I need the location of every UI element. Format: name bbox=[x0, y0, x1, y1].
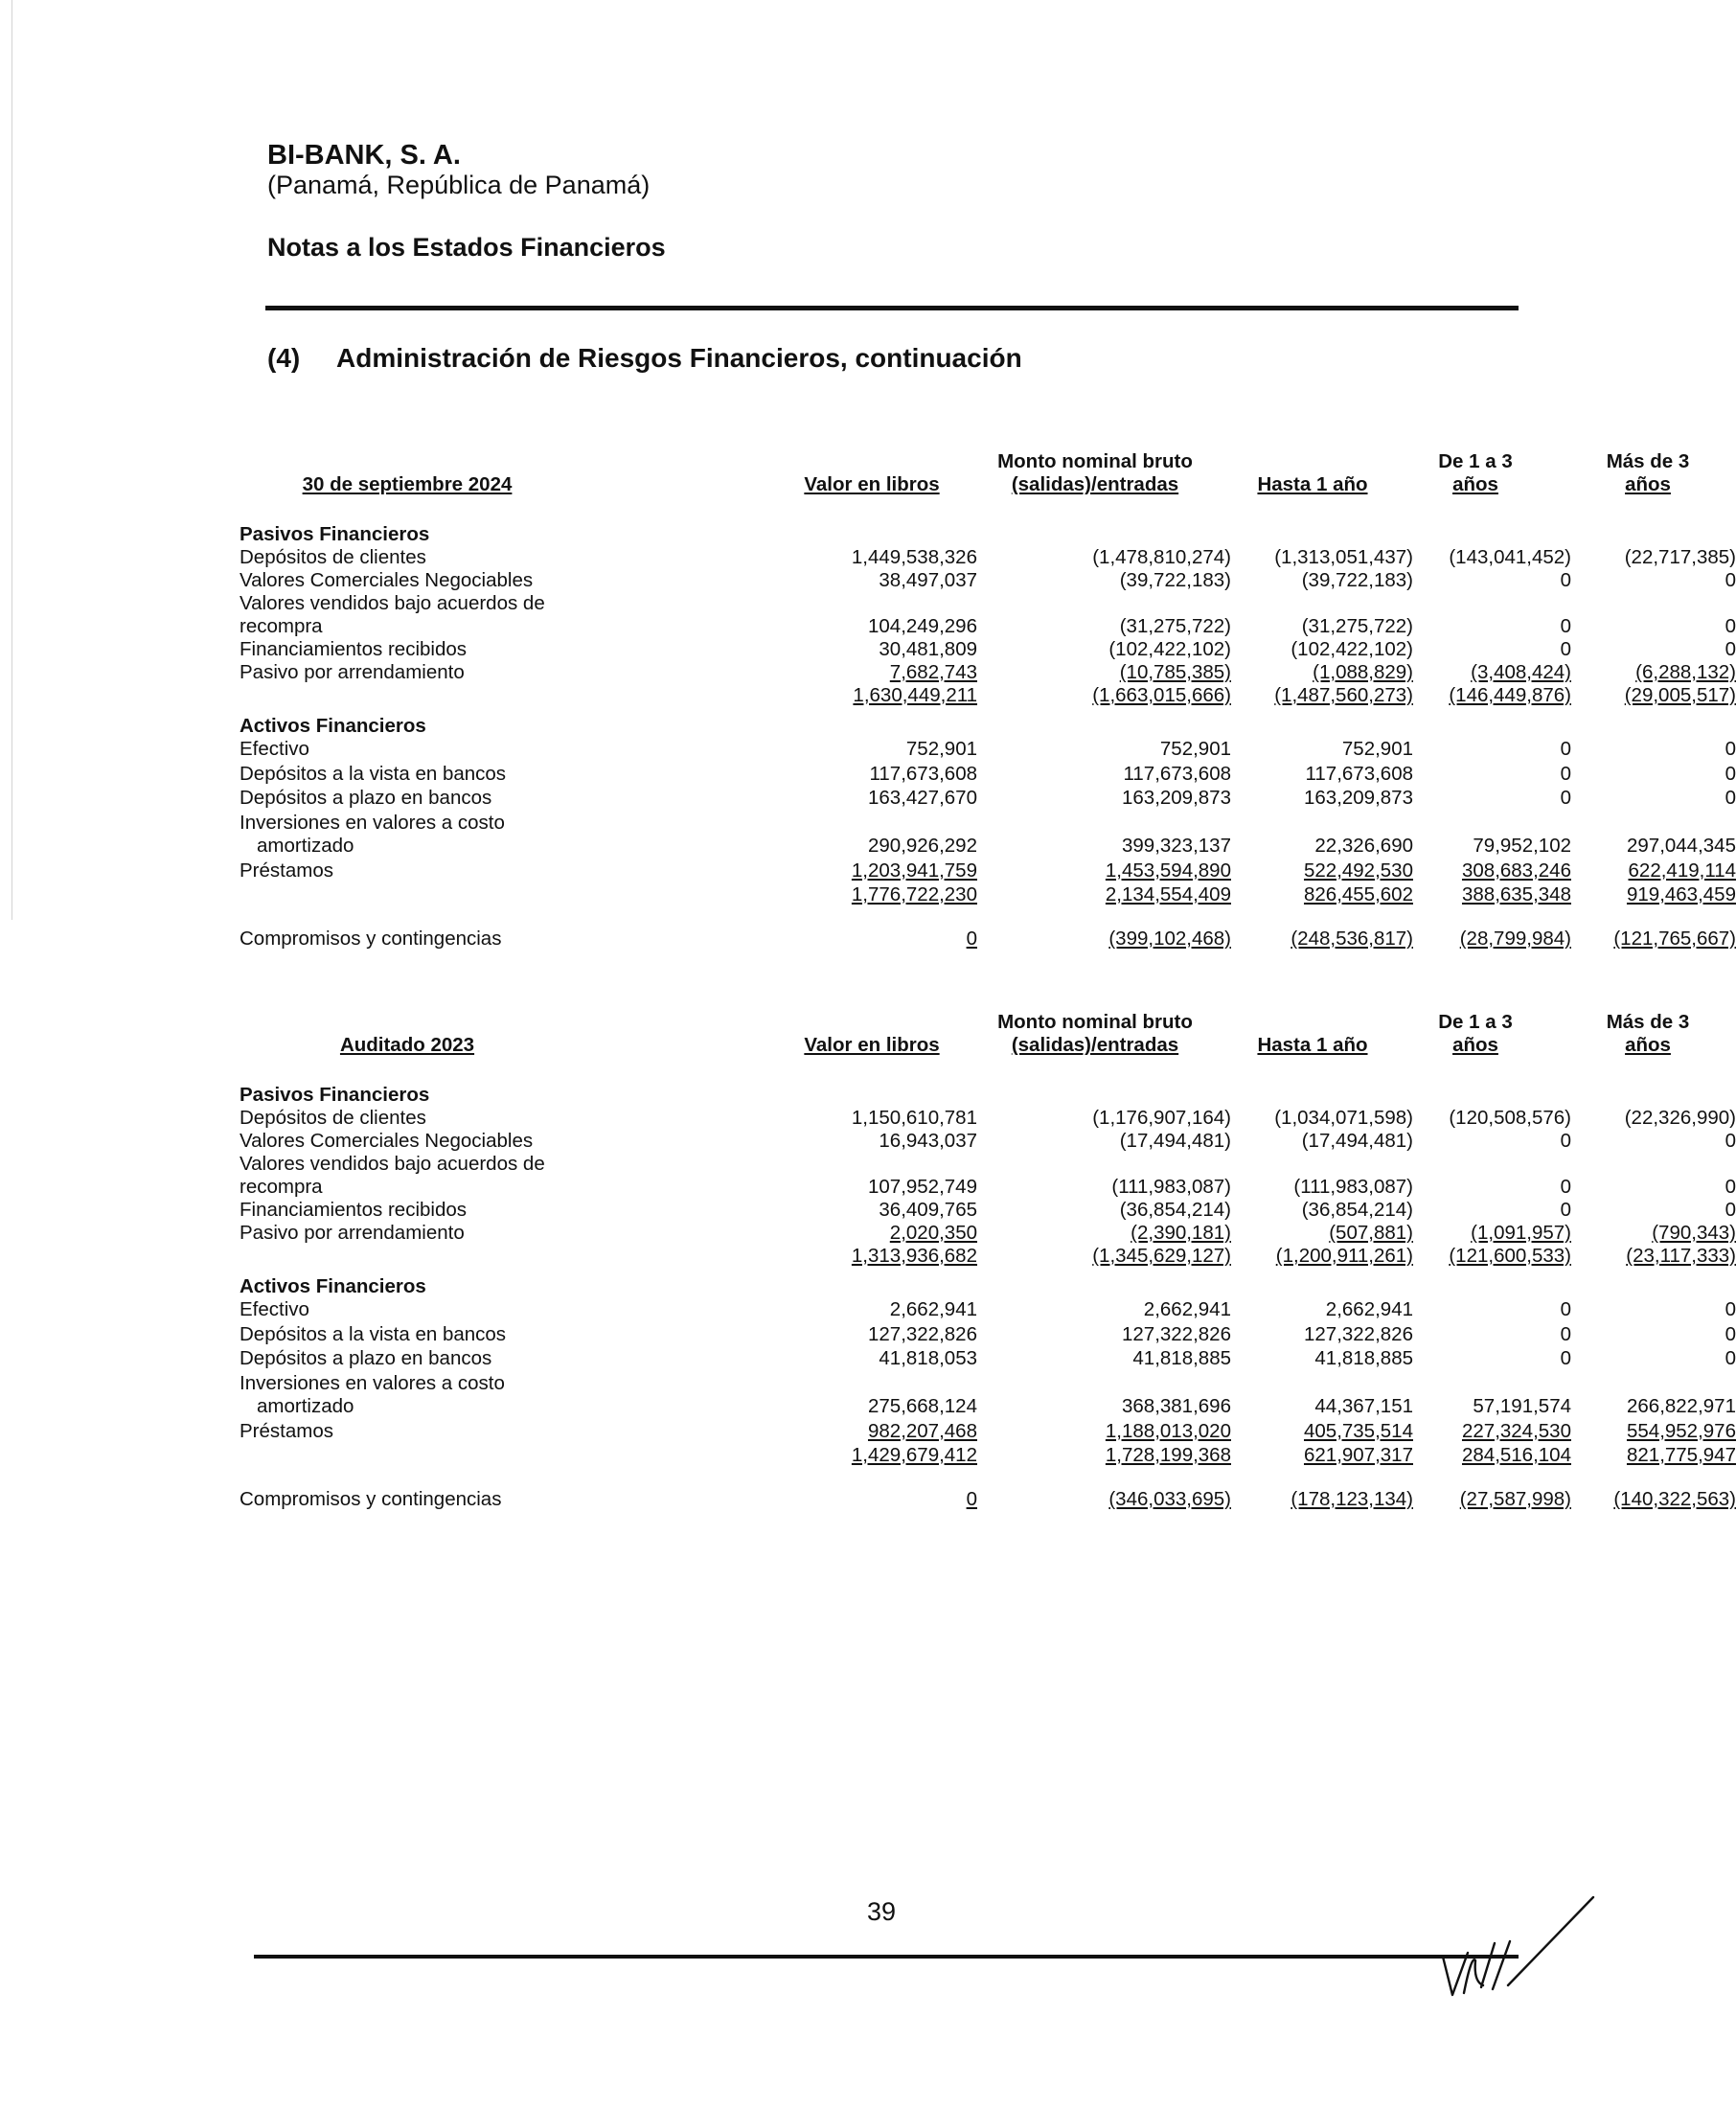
value-de-1-a-3-anos: 284,516,104 bbox=[1461, 1444, 1571, 1466]
value-hasta-1-ano: 117,673,608 bbox=[1305, 762, 1413, 785]
value-valor-en-libros: 1,630,449,211 bbox=[853, 684, 977, 706]
value-mas-de-3-anos: 0 bbox=[1725, 1298, 1736, 1320]
row-label: Inversiones en valores a costo bbox=[240, 1371, 505, 1394]
value-hasta-1-ano: (102,422,102) bbox=[1291, 638, 1413, 660]
table-row bbox=[240, 661, 1736, 685]
row-label: Depósitos de clientes bbox=[240, 1107, 426, 1129]
value-monto-nominal: (10,785,385) bbox=[1119, 661, 1231, 683]
value-monto-nominal: (36,854,214) bbox=[1119, 1199, 1231, 1221]
value-valor-en-libros: 38,497,037 bbox=[879, 569, 977, 591]
table-row bbox=[240, 1298, 1736, 1322]
value-mas-de-3-anos: 0 bbox=[1725, 738, 1736, 760]
value-de-1-a-3-anos: (3,408,424) bbox=[1471, 661, 1571, 683]
table-row bbox=[240, 1322, 1736, 1347]
row-label-continued: amortizado bbox=[257, 834, 354, 857]
value-de-1-a-3-anos: 79,952,102 bbox=[1473, 834, 1571, 857]
page-number: 39 bbox=[866, 1897, 897, 1926]
value-monto-nominal: (1,176,907,164) bbox=[1092, 1107, 1231, 1129]
row-label-continued: recompra bbox=[240, 1176, 323, 1198]
col-header-monto-line1: Monto nominal bruto bbox=[997, 1011, 1193, 1033]
value-monto-nominal: 752,901 bbox=[1159, 738, 1231, 760]
value-de-1-a-3-anos: (1,091,957) bbox=[1471, 1222, 1571, 1244]
value-mas-de-3-anos: 0 bbox=[1725, 1347, 1736, 1369]
table-row bbox=[240, 738, 1736, 762]
table-row bbox=[240, 1107, 1736, 1131]
row-label-continued: recompra bbox=[240, 615, 323, 637]
value-monto-nominal: 163,209,873 bbox=[1121, 787, 1231, 809]
col-header-de13-line2: años bbox=[1452, 473, 1498, 495]
value-de-1-a-3-anos: 0 bbox=[1560, 615, 1571, 637]
value-mas-de-3-anos: 0 bbox=[1725, 1322, 1736, 1345]
value-de-1-a-3-anos: 0 bbox=[1560, 1298, 1571, 1320]
value-monto-nominal: 117,673,608 bbox=[1123, 762, 1231, 785]
value-monto-nominal: (1,345,629,127) bbox=[1092, 1245, 1231, 1267]
section-number: (4) bbox=[267, 343, 301, 373]
value-monto-nominal: 399,323,137 bbox=[1121, 834, 1231, 857]
table-row bbox=[240, 1176, 1736, 1200]
value-de-1-a-3-anos: 0 bbox=[1560, 762, 1571, 785]
value-mas-de-3-anos: (29,005,517) bbox=[1624, 684, 1736, 706]
value-valor-en-libros: 1,313,936,682 bbox=[851, 1245, 977, 1267]
value-mas-de-3-anos: 0 bbox=[1725, 1176, 1736, 1198]
table-row bbox=[240, 1275, 1523, 1299]
value-valor-en-libros: 290,926,292 bbox=[867, 834, 977, 857]
col-header-de13-line1: De 1 a 3 bbox=[1438, 450, 1513, 472]
value-de-1-a-3-anos: 0 bbox=[1560, 738, 1571, 760]
value-hasta-1-ano: 752,901 bbox=[1341, 738, 1413, 760]
activos-section-title: Activos Financieros bbox=[240, 1275, 426, 1297]
value-valor-en-libros: 127,322,826 bbox=[867, 1322, 977, 1345]
table-row bbox=[240, 1222, 1736, 1246]
period-header: Auditado 2023 bbox=[339, 1034, 475, 1056]
value-valor-en-libros: 7,682,743 bbox=[889, 661, 977, 683]
value-mas-de-3-anos: (22,326,990) bbox=[1624, 1107, 1736, 1129]
table-row bbox=[240, 615, 1736, 639]
value-mas-de-3-anos: 919,463,459 bbox=[1626, 883, 1736, 905]
value-monto-nominal: (111,983,087) bbox=[1111, 1176, 1231, 1198]
value-hasta-1-ano: (178,123,134) bbox=[1291, 1488, 1413, 1510]
value-hasta-1-ano: (1,034,071,598) bbox=[1274, 1107, 1413, 1129]
row-label: Efectivo bbox=[240, 738, 309, 760]
row-label: Valores Comerciales Negociables bbox=[240, 1130, 534, 1152]
row-label: Financiamientos recibidos bbox=[240, 638, 468, 660]
row-label: Préstamos bbox=[240, 859, 333, 882]
value-valor-en-libros: 30,481,809 bbox=[879, 638, 977, 660]
value-mas-de-3-anos: 821,775,947 bbox=[1626, 1444, 1736, 1466]
value-de-1-a-3-anos: 0 bbox=[1560, 787, 1571, 809]
value-valor-en-libros: 1,203,941,759 bbox=[851, 859, 977, 882]
value-hasta-1-ano: 41,818,885 bbox=[1314, 1347, 1413, 1369]
company-location: (Panamá, República de Panamá) bbox=[267, 171, 651, 199]
value-valor-en-libros: 1,449,538,326 bbox=[851, 546, 977, 568]
value-mas-de-3-anos: 0 bbox=[1725, 762, 1736, 785]
table-row bbox=[240, 1084, 1523, 1108]
row-label-continued: amortizado bbox=[257, 1394, 354, 1417]
row-label: Compromisos y contingencias bbox=[240, 1488, 502, 1510]
col-header-de13-line2: años bbox=[1452, 1034, 1498, 1056]
value-hasta-1-ano: 621,907,317 bbox=[1303, 1444, 1413, 1466]
value-mas-de-3-anos: (140,322,563) bbox=[1613, 1488, 1736, 1510]
value-de-1-a-3-anos: (28,799,984) bbox=[1459, 928, 1571, 950]
value-mas-de-3-anos: 0 bbox=[1725, 787, 1736, 809]
value-hasta-1-ano: 405,735,514 bbox=[1303, 1419, 1413, 1442]
row-label: Valores Comerciales Negociables bbox=[240, 569, 534, 591]
value-monto-nominal: 1,453,594,890 bbox=[1105, 859, 1231, 882]
value-valor-en-libros: 163,427,670 bbox=[867, 787, 977, 809]
scan-edge-line bbox=[11, 0, 12, 920]
value-monto-nominal: (31,275,722) bbox=[1119, 615, 1231, 637]
section-heading bbox=[267, 343, 1022, 374]
value-mas-de-3-anos: (6,288,132) bbox=[1635, 661, 1736, 683]
pasivos-total-row bbox=[240, 1245, 1736, 1269]
table-header bbox=[240, 450, 1690, 498]
value-hasta-1-ano: (31,275,722) bbox=[1301, 615, 1413, 637]
value-hasta-1-ano: (17,494,481) bbox=[1301, 1130, 1413, 1152]
value-hasta-1-ano: 127,322,826 bbox=[1303, 1322, 1413, 1345]
value-hasta-1-ano: (507,881) bbox=[1329, 1222, 1413, 1244]
table-row bbox=[240, 1199, 1736, 1223]
row-label: Depósitos a plazo en bancos bbox=[240, 787, 492, 809]
table-row bbox=[240, 592, 1523, 616]
value-mas-de-3-anos: 554,952,976 bbox=[1626, 1419, 1736, 1442]
pasivos-section-title: Pasivos Financieros bbox=[240, 1084, 430, 1106]
value-valor-en-libros: 41,818,053 bbox=[879, 1347, 977, 1369]
table-row bbox=[240, 1394, 1736, 1419]
value-monto-nominal: 1,728,199,368 bbox=[1105, 1444, 1231, 1466]
document-title: Notas a los Estados Financieros bbox=[267, 233, 666, 262]
table-row bbox=[240, 1347, 1736, 1371]
table-header bbox=[240, 1011, 1690, 1059]
value-hasta-1-ano: (1,088,829) bbox=[1313, 661, 1413, 683]
activos-total-row bbox=[240, 1444, 1736, 1468]
row-label: Depósitos a plazo en bancos bbox=[240, 1347, 492, 1369]
table-row bbox=[240, 715, 1523, 739]
row-label: Préstamos bbox=[240, 1419, 333, 1442]
value-mas-de-3-anos: (790,343) bbox=[1652, 1222, 1736, 1244]
value-de-1-a-3-anos: 388,635,348 bbox=[1461, 883, 1571, 905]
table-row bbox=[240, 1130, 1736, 1154]
value-valor-en-libros: 36,409,765 bbox=[879, 1199, 977, 1221]
value-mas-de-3-anos: 0 bbox=[1725, 615, 1736, 637]
table-row bbox=[240, 1153, 1523, 1177]
row-label: Depósitos a la vista en bancos bbox=[240, 762, 507, 785]
value-mas-de-3-anos: 0 bbox=[1725, 569, 1736, 591]
value-de-1-a-3-anos: 0 bbox=[1560, 1347, 1571, 1369]
value-de-1-a-3-anos: 0 bbox=[1560, 569, 1571, 591]
col-header-valor: Valor en libros bbox=[804, 473, 940, 495]
value-monto-nominal: 41,818,885 bbox=[1132, 1347, 1231, 1369]
col-header-valor: Valor en libros bbox=[804, 1034, 940, 1056]
value-mas-de-3-anos: 266,822,971 bbox=[1626, 1394, 1736, 1417]
activos-section-title: Activos Financieros bbox=[240, 715, 426, 737]
value-monto-nominal: 2,134,554,409 bbox=[1105, 883, 1231, 905]
row-label: Valores vendidos bajo acuerdos de bbox=[240, 1153, 545, 1175]
value-hasta-1-ano: 826,455,602 bbox=[1303, 883, 1413, 905]
table-row bbox=[240, 1372, 1523, 1396]
footer-divider bbox=[254, 1955, 1519, 1959]
value-de-1-a-3-anos: (121,600,533) bbox=[1449, 1245, 1571, 1267]
value-de-1-a-3-anos: 0 bbox=[1560, 1176, 1571, 1198]
signature-mark bbox=[1426, 1897, 1598, 2003]
value-mas-de-3-anos: 0 bbox=[1725, 638, 1736, 660]
col-header-monto-line2: (salidas)/entradas bbox=[1011, 473, 1179, 495]
value-de-1-a-3-anos: 57,191,574 bbox=[1473, 1394, 1571, 1417]
row-label: Inversiones en valores a costo bbox=[240, 811, 505, 834]
value-mas-de-3-anos: (22,717,385) bbox=[1624, 546, 1736, 568]
row-label: Pasivo por arrendamiento bbox=[240, 1222, 465, 1244]
compromisos-row bbox=[240, 1488, 1736, 1512]
col-header-mas3-line2: años bbox=[1625, 473, 1671, 495]
value-valor-en-libros: 982,207,468 bbox=[867, 1419, 977, 1442]
value-hasta-1-ano: 163,209,873 bbox=[1303, 787, 1413, 809]
table-row bbox=[240, 834, 1736, 859]
row-label: Pasivo por arrendamiento bbox=[240, 661, 465, 683]
col-header-mas3-line2: años bbox=[1625, 1034, 1671, 1056]
value-monto-nominal: (17,494,481) bbox=[1119, 1130, 1231, 1152]
table-row bbox=[240, 1419, 1736, 1444]
col-header-hasta: Hasta 1 año bbox=[1257, 1034, 1368, 1056]
pasivos-section-title: Pasivos Financieros bbox=[240, 523, 430, 545]
value-de-1-a-3-anos: 308,683,246 bbox=[1461, 859, 1571, 882]
header-divider bbox=[265, 306, 1519, 310]
table-row bbox=[240, 859, 1736, 883]
value-valor-en-libros: 2,020,350 bbox=[889, 1222, 977, 1244]
value-monto-nominal: (39,722,183) bbox=[1119, 569, 1231, 591]
col-header-monto-line2: (salidas)/entradas bbox=[1011, 1034, 1179, 1056]
pasivos-total-row bbox=[240, 684, 1736, 708]
value-valor-en-libros: 16,943,037 bbox=[879, 1130, 977, 1152]
company-name: BI-BANK, S. A. bbox=[267, 140, 461, 171]
value-de-1-a-3-anos: (27,587,998) bbox=[1459, 1488, 1571, 1510]
value-monto-nominal: (2,390,181) bbox=[1131, 1222, 1231, 1244]
value-monto-nominal: (1,478,810,274) bbox=[1092, 546, 1231, 568]
table-row bbox=[240, 546, 1736, 570]
col-header-mas3-line1: Más de 3 bbox=[1606, 1011, 1690, 1033]
value-hasta-1-ano: (1,200,911,261) bbox=[1275, 1245, 1413, 1267]
value-monto-nominal: (399,102,468) bbox=[1108, 928, 1231, 950]
value-de-1-a-3-anos: (146,449,876) bbox=[1449, 684, 1571, 706]
value-valor-en-libros: 1,429,679,412 bbox=[851, 1444, 977, 1466]
value-monto-nominal: (1,663,015,666) bbox=[1092, 684, 1231, 706]
row-label: Depósitos a la vista en bancos bbox=[240, 1322, 507, 1345]
col-header-de13-line1: De 1 a 3 bbox=[1438, 1011, 1513, 1033]
value-hasta-1-ano: 2,662,941 bbox=[1325, 1298, 1413, 1320]
value-monto-nominal: 127,322,826 bbox=[1121, 1322, 1231, 1345]
value-de-1-a-3-anos: (120,508,576) bbox=[1449, 1107, 1571, 1129]
row-label: Compromisos y contingencias bbox=[240, 928, 502, 950]
value-hasta-1-ano: (36,854,214) bbox=[1301, 1199, 1413, 1221]
value-de-1-a-3-anos: 0 bbox=[1560, 1130, 1571, 1152]
value-valor-en-libros: 752,901 bbox=[905, 738, 977, 760]
value-de-1-a-3-anos: 0 bbox=[1560, 1322, 1571, 1345]
section-title: Administración de Riesgos Financieros, continuación bbox=[336, 343, 1022, 373]
period-header: 30 de septiembre 2024 bbox=[302, 473, 513, 495]
value-valor-en-libros: 2,662,941 bbox=[889, 1298, 977, 1320]
value-hasta-1-ano: (1,487,560,273) bbox=[1274, 684, 1413, 706]
row-label: Depósitos de clientes bbox=[240, 546, 426, 568]
value-hasta-1-ano: (39,722,183) bbox=[1301, 569, 1413, 591]
value-mas-de-3-anos: (23,117,333) bbox=[1626, 1245, 1736, 1267]
value-hasta-1-ano: 522,492,530 bbox=[1303, 859, 1413, 882]
col-header-monto-line1: Monto nominal bruto bbox=[997, 450, 1193, 472]
value-valor-en-libros: 0 bbox=[966, 928, 977, 950]
value-mas-de-3-anos: 0 bbox=[1725, 1130, 1736, 1152]
table-row bbox=[240, 787, 1736, 811]
compromisos-row bbox=[240, 928, 1736, 951]
value-monto-nominal: (102,422,102) bbox=[1108, 638, 1231, 660]
value-mas-de-3-anos: (121,765,667) bbox=[1613, 928, 1736, 950]
value-de-1-a-3-anos: 0 bbox=[1560, 1199, 1571, 1221]
value-de-1-a-3-anos: (143,041,452) bbox=[1449, 546, 1571, 568]
row-label: Efectivo bbox=[240, 1298, 309, 1320]
value-valor-en-libros: 1,150,610,781 bbox=[851, 1107, 977, 1129]
row-label: Financiamientos recibidos bbox=[240, 1199, 468, 1221]
value-valor-en-libros: 1,776,722,230 bbox=[851, 883, 977, 905]
col-header-hasta: Hasta 1 año bbox=[1257, 473, 1368, 495]
value-valor-en-libros: 107,952,749 bbox=[867, 1176, 977, 1198]
row-label: Valores vendidos bajo acuerdos de bbox=[240, 592, 545, 614]
value-de-1-a-3-anos: 227,324,530 bbox=[1461, 1419, 1571, 1442]
value-hasta-1-ano: (111,983,087) bbox=[1293, 1176, 1413, 1198]
value-valor-en-libros: 104,249,296 bbox=[867, 615, 977, 637]
value-valor-en-libros: 0 bbox=[966, 1488, 977, 1510]
table-row bbox=[240, 638, 1736, 662]
value-hasta-1-ano: 22,326,690 bbox=[1314, 834, 1413, 857]
col-header-mas3-line1: Más de 3 bbox=[1606, 450, 1690, 472]
value-hasta-1-ano: (1,313,051,437) bbox=[1274, 546, 1413, 568]
table-row bbox=[240, 812, 1523, 836]
value-monto-nominal: 2,662,941 bbox=[1143, 1298, 1231, 1320]
value-hasta-1-ano: 44,367,151 bbox=[1314, 1394, 1413, 1417]
activos-total-row bbox=[240, 883, 1736, 907]
value-mas-de-3-anos: 622,419,114 bbox=[1628, 859, 1736, 882]
value-de-1-a-3-anos: 0 bbox=[1560, 638, 1571, 660]
value-valor-en-libros: 275,668,124 bbox=[867, 1394, 977, 1417]
value-monto-nominal: (346,033,695) bbox=[1108, 1488, 1231, 1510]
value-monto-nominal: 368,381,696 bbox=[1121, 1394, 1231, 1417]
table-row bbox=[240, 569, 1736, 593]
value-monto-nominal: 1,188,013,020 bbox=[1105, 1419, 1231, 1442]
table-row bbox=[240, 762, 1736, 787]
value-valor-en-libros: 117,673,608 bbox=[869, 762, 977, 785]
table-row bbox=[240, 523, 1523, 547]
value-mas-de-3-anos: 297,044,345 bbox=[1626, 834, 1736, 857]
value-hasta-1-ano: (248,536,817) bbox=[1291, 928, 1413, 950]
value-mas-de-3-anos: 0 bbox=[1725, 1199, 1736, 1221]
